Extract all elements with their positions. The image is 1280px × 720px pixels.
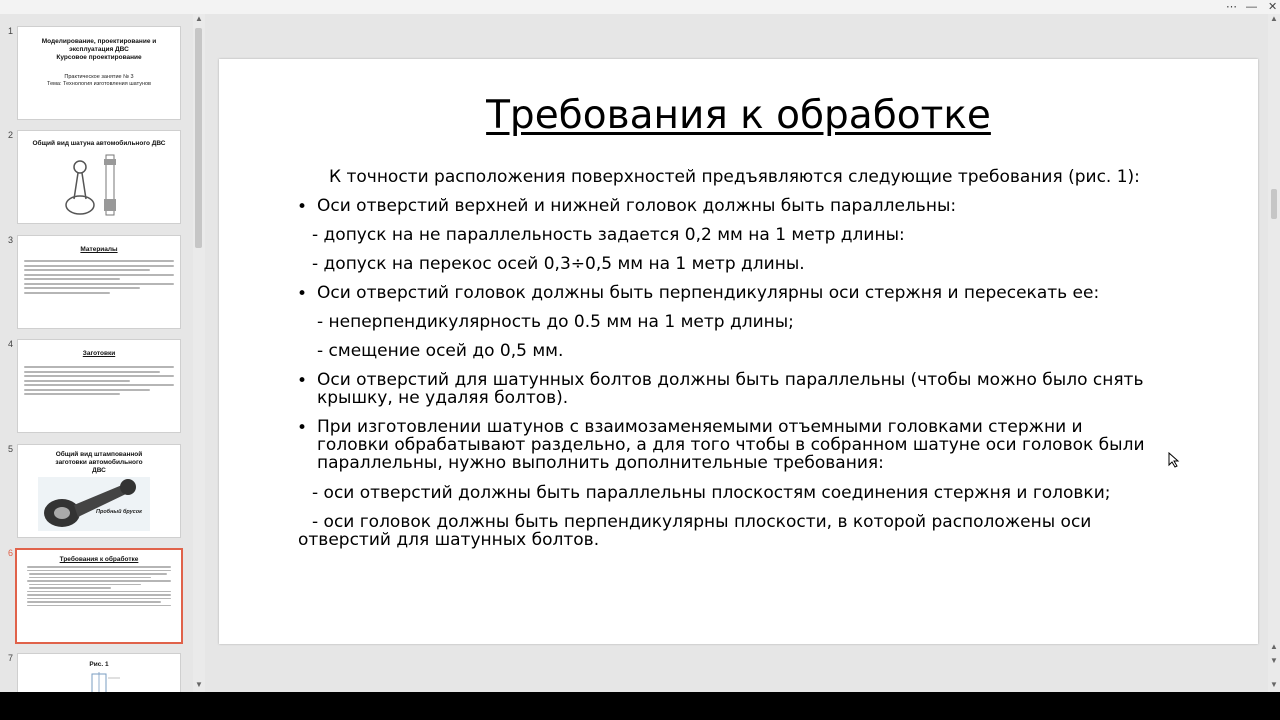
thumb-text-line <box>27 570 171 572</box>
scrollbar-thumb[interactable] <box>1271 189 1277 219</box>
thumb-text-line <box>24 287 140 289</box>
taskbar <box>0 692 1280 720</box>
thumb-title: Общий вид штампованной заготовки автомобильного ДВС <box>55 451 143 474</box>
bullet-text-cont: крышку, не удаляя болтов). <box>317 388 569 408</box>
slide-title: Требования к обработке <box>486 93 991 138</box>
thumb-caption: Пробный брусок <box>96 509 142 515</box>
slide-thumbnail-4[interactable] <box>17 339 181 433</box>
slide-thumbnail-1[interactable] <box>17 26 181 120</box>
sub-item-text-cont: отверстий для шатунных болтов. <box>298 530 600 550</box>
slide-thumbnail-2[interactable] <box>17 130 181 224</box>
thumb-text-line <box>24 393 120 395</box>
close-icon[interactable]: ✕ <box>1268 1 1278 13</box>
slide-thumbnail-5[interactable] <box>17 444 181 538</box>
thumb-title: Материалы <box>80 246 118 253</box>
bullet-text: Оси отверстий верхней и нижней головок должны быть параллельны: <box>317 196 957 216</box>
thumb-title-line: Курсовое проектирование <box>56 54 142 61</box>
title-bar <box>0 0 1280 14</box>
slide-scrollbar[interactable] <box>1268 14 1280 692</box>
slide-number: 6 <box>8 548 14 558</box>
thumb-text-line <box>27 601 161 603</box>
sub-item-text: - оси отверстий должны быть параллельны плоскостям соединения стержня и головки; <box>312 483 1111 503</box>
thumb-sub-line: Тема: Технология изготовления шатунов <box>47 81 151 87</box>
thumb-text-line <box>27 605 171 607</box>
thumb-text-line <box>24 389 150 391</box>
minimize-icon[interactable]: — <box>1246 1 1257 13</box>
thumb-text-line <box>27 598 171 600</box>
connecting-rod-drawing <box>18 151 180 221</box>
thumb-text-line <box>29 573 167 575</box>
bullet-icon: • <box>297 371 308 391</box>
bullet-text-cont: параллельны, нужно выполнить дополнительные требования: <box>317 453 884 473</box>
scroll-up-icon[interactable]: ▲ <box>1270 14 1278 23</box>
bullet-icon: • <box>297 418 308 438</box>
thumb-title: Общий вид шатуна автомобильного ДВС <box>32 140 166 147</box>
slide-number: 1 <box>8 26 14 36</box>
thumb-text-line <box>24 371 160 373</box>
scroll-down-icon[interactable]: ▼ <box>1270 680 1278 689</box>
bullet-text: Оси отверстий головок должны быть перпендикулярны оси стержня и пересекать ее: <box>317 283 1100 303</box>
scroll-down-icon[interactable]: ▼ <box>195 680 203 689</box>
sub-item-text: - неперпендикулярность до 0.5 мм на 1 метр длины; <box>317 312 794 332</box>
thumb-text-line <box>24 375 174 377</box>
bullet-text: Оси отверстий для шатунных болтов должны быть параллельны (чтобы можно было снять <box>317 370 1144 390</box>
slide-thumbnail-3[interactable] <box>17 235 181 329</box>
slide-thumbnail-6[interactable] <box>15 548 183 644</box>
thumb-text-line <box>27 591 171 593</box>
thumb-text-line <box>24 283 174 285</box>
thumb-title-line: эксплуатация ДВС <box>69 46 129 53</box>
thumb-text-line <box>24 278 120 280</box>
intro-text: К точности расположения поверхностей предъявляются следующие требования (рис. 1): <box>329 167 1140 187</box>
forged-rod-image <box>18 473 180 533</box>
thumb-title: Требования к обработке <box>59 556 139 563</box>
thumb-text-line <box>27 594 171 596</box>
bullet-icon: • <box>297 197 308 217</box>
slide-number: 5 <box>8 444 14 454</box>
thumb-text-line <box>24 292 110 294</box>
mouse-cursor-icon <box>1168 452 1180 468</box>
sub-item-text: - допуск на перекос осей 0,3÷0,5 мм на 1 метр длины. <box>312 254 805 274</box>
slide-number: 4 <box>8 339 14 349</box>
slide-number: 7 <box>8 653 14 663</box>
thumb-text-line <box>24 380 130 382</box>
thumb-text-line <box>24 274 174 276</box>
bullet-text: При изготовлении шатунов с взаимозаменяемыми отъемными головками стержни и <box>317 417 1083 437</box>
scroll-up-icon[interactable]: ▲ <box>195 14 203 23</box>
thumb-text-line <box>29 587 111 589</box>
slide-number: 3 <box>8 235 14 245</box>
prev-slide-icon[interactable]: ▲ <box>1270 642 1278 651</box>
figure-drawing <box>88 672 148 692</box>
thumb-text-line <box>24 265 174 267</box>
thumb-text-line <box>24 384 174 386</box>
slides-panel-scrollbar[interactable] <box>193 14 205 692</box>
sub-item-text: - допуск на не параллельность задается 0,2 мм на 1 метр длины: <box>312 225 905 245</box>
thumb-sub-line: Практическое занятие № 3 <box>64 74 134 80</box>
slide-canvas[interactable] <box>219 59 1258 644</box>
sub-item-text: - оси головок должны быть перпендикулярны плоскости, в которой расположены оси <box>312 512 1092 532</box>
thumb-text-line <box>27 566 171 568</box>
thumb-text-line <box>24 366 174 368</box>
thumb-text-line <box>27 580 171 582</box>
thumb-title-line: Моделирование, проектирование и <box>41 38 157 45</box>
sub-item-text: - смещение осей до 0,5 мм. <box>317 341 564 361</box>
slide-thumbnail-7[interactable] <box>17 653 181 692</box>
thumb-text-line <box>29 577 151 579</box>
slides-panel <box>0 14 206 692</box>
bullet-text-cont: головки обрабатывают раздельно, а для того чтобы в собранном шатуне оси головок были <box>317 435 1145 455</box>
scrollbar-thumb[interactable] <box>195 28 202 248</box>
thumb-text-line <box>29 584 141 586</box>
slide-number: 2 <box>8 130 14 140</box>
next-slide-icon[interactable]: ▼ <box>1270 656 1278 665</box>
thumb-text-line <box>24 260 174 262</box>
more-options-icon[interactable]: ⋯ <box>1226 1 1237 13</box>
thumb-text-line <box>24 269 150 271</box>
thumb-title: Рис. 1 <box>89 661 109 668</box>
bullet-icon: • <box>297 284 308 304</box>
thumb-title: Заготовки <box>82 350 116 357</box>
